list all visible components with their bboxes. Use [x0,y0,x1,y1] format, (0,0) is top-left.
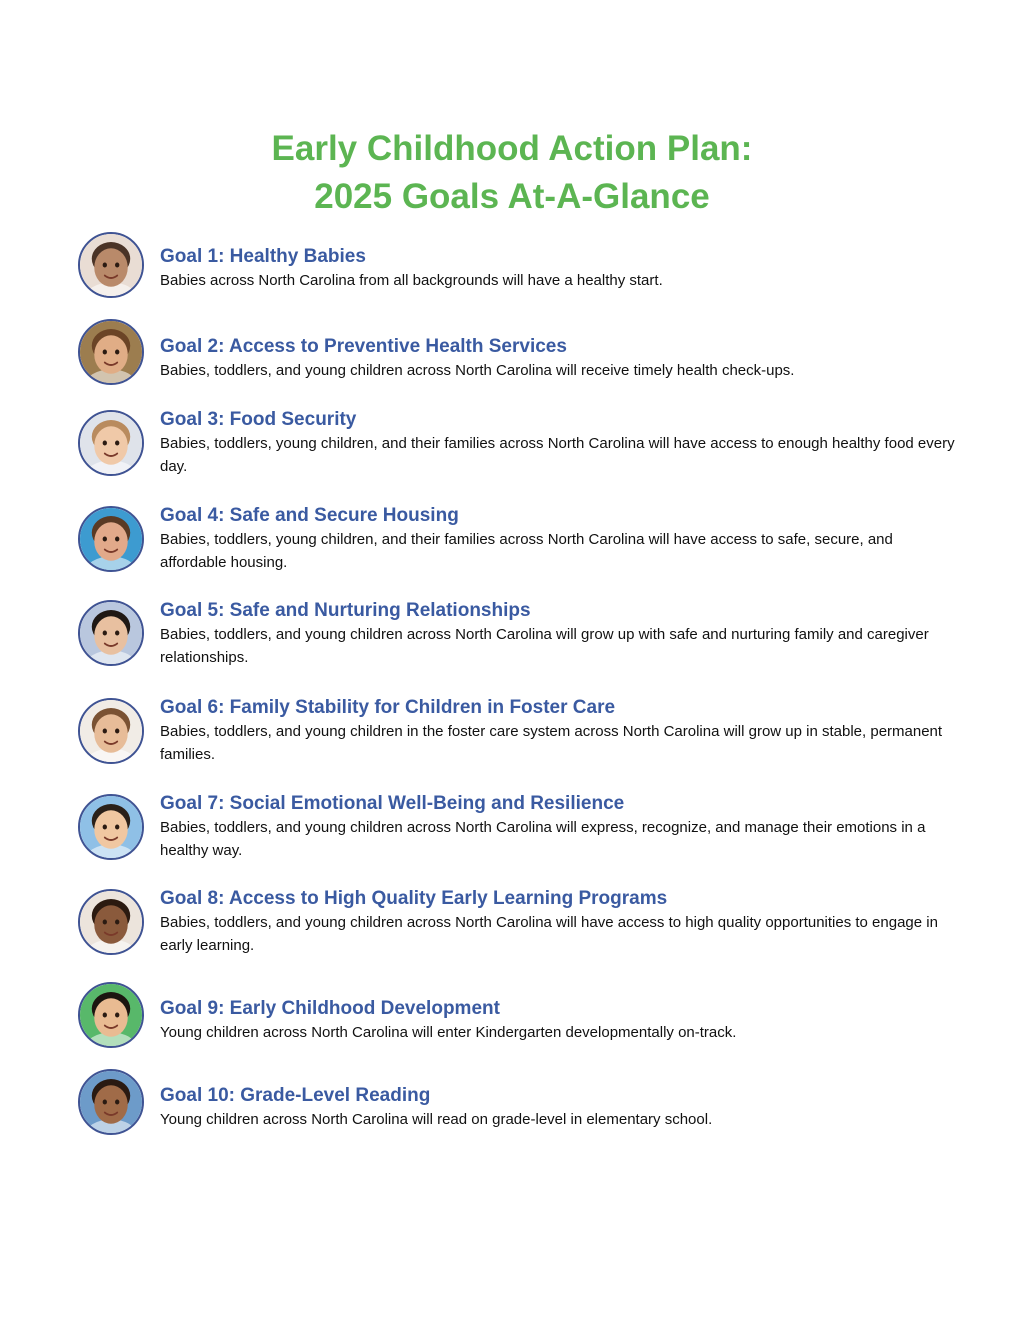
goal-text-1 [160,245,960,292]
goal-description: Babies, toddlers, and young children across North Carolina will grow up with safe and nurturing family and caregiver relationships. [160,626,929,666]
goal-text-3 [160,408,960,478]
child-photo-icon [78,982,144,1048]
goal-heading: Goal 7: Social Emotional Well-Being and Resilience [160,793,625,814]
goal-heading: Goal 8: Access to High Quality Early Learning Programs [160,888,668,909]
goal-text-2 [160,335,960,382]
page-title [0,125,1024,221]
goal-description: Babies, toddlers, and young children in the foster care system across North Carolina will grow up in stable, permanent families. [160,723,943,763]
goal-heading: Goal 1: Healthy Babies [160,246,366,267]
goal-text-8 [160,887,960,957]
goal-text-4 [160,504,960,574]
goal-heading: Goal 3: Food Security [160,409,357,430]
child-photo-icon [78,889,144,955]
goal-heading: Goal 6: Family Stability for Children in Foster Care [160,697,616,718]
child-photo-icon [78,232,144,298]
child-photo-icon [78,410,144,476]
goal-text-6 [160,696,960,766]
goal-description: Young children across North Carolina will read on grade-level in elementary school. [160,1111,713,1128]
goal-heading: Goal 9: Early Childhood Development [160,998,500,1019]
goal-description: Babies, toddlers, young children, and their families across North Carolina will have access to safe, secure, and affordable housing. [160,531,893,571]
child-photo-icon [78,600,144,666]
goal-text-7 [160,792,960,862]
goal-description: Young children across North Carolina will enter Kindergarten developmentally on-track. [160,1024,737,1041]
goal-heading: Goal 4: Safe and Secure Housing [160,505,459,526]
goal-text-5 [160,599,960,669]
goal-heading: Goal 2: Access to Preventive Health Services [160,336,567,357]
goal-description: Babies, toddlers, and young children across North Carolina will receive timely health check-ups. [160,362,795,379]
child-photo-icon [78,319,144,385]
goal-description: Babies across North Carolina from all backgrounds will have a healthy start. [160,272,663,289]
child-photo-icon [78,1069,144,1135]
child-photo-icon [78,506,144,572]
page-title-line-2: 2025 Goals At-A-Glance [314,177,710,216]
goal-text-9 [160,997,960,1044]
goal-description: Babies, toddlers, and young children across North Carolina will express, recognize, and manage their emotions in a healthy way. [160,819,926,859]
goal-heading: Goal 5: Safe and Nurturing Relationships [160,600,531,621]
goal-heading: Goal 10: Grade-Level Reading [160,1085,431,1106]
goal-description: Babies, toddlers, and young children across North Carolina will have access to high quality opportunities to engage in early learning. [160,914,938,954]
child-photo-icon [78,698,144,764]
page-title-line-1: Early Childhood Action Plan: [271,129,753,168]
goal-description: Babies, toddlers, young children, and their families across North Carolina will have access to enough healthy food every day. [160,435,955,475]
goal-text-10 [160,1084,960,1131]
child-photo-icon [78,794,144,860]
